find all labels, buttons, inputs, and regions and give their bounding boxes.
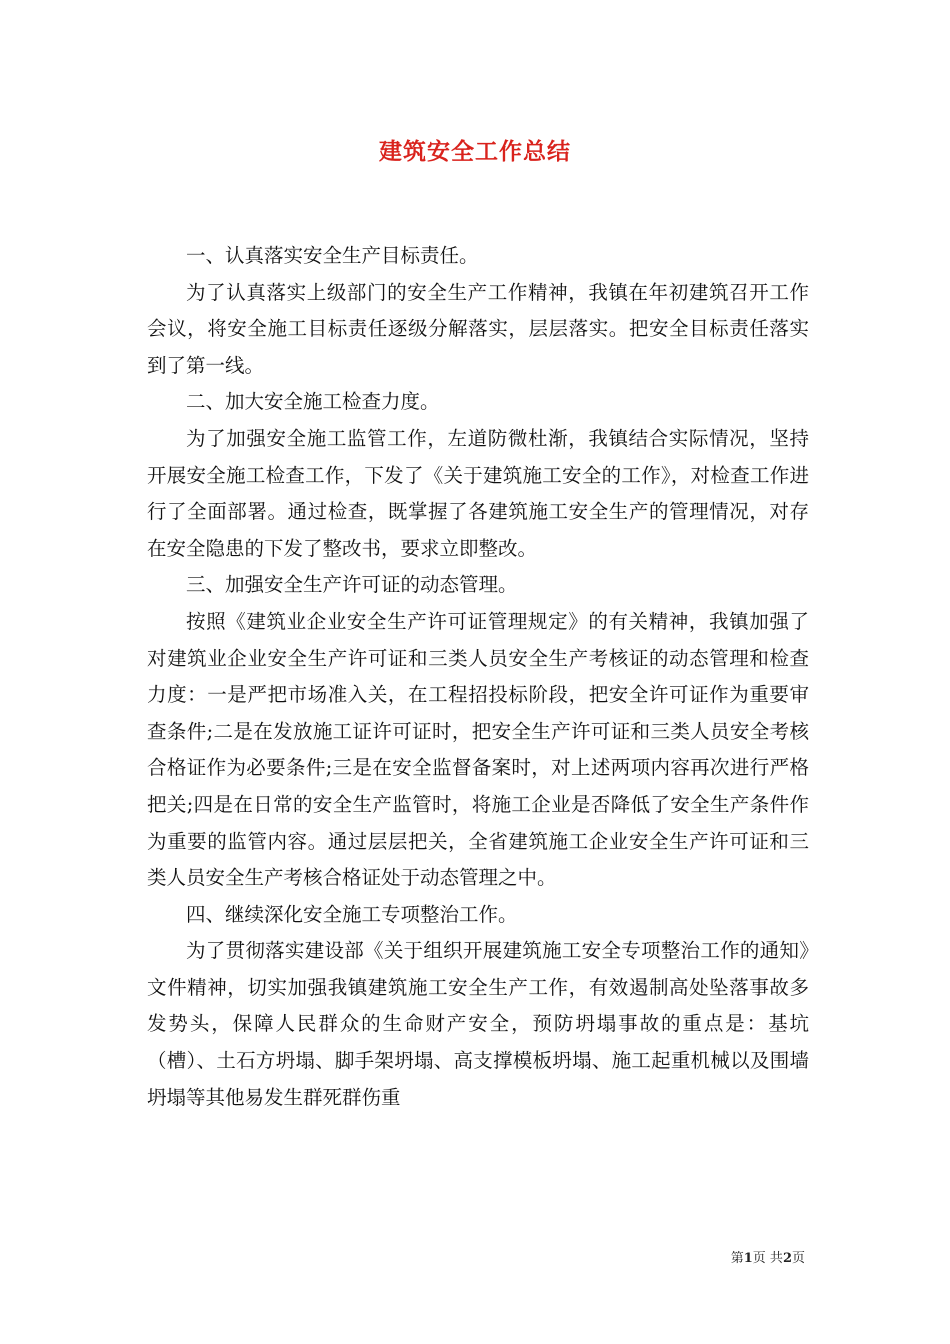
page-footer xyxy=(731,1247,805,1266)
section-heading-2: 二、加大安全施工检查力度。 xyxy=(186,390,440,414)
footer-suffix: 页 xyxy=(791,1251,805,1266)
section-paragraph-2: 为了加强安全施工监管工作，左道防微杜渐，我镇结合实际情况，坚持开展安全施工检查工作，下发了《关于建筑施工安全的工作》，对检查工作进行了全面部署。通过检查，既掌握了各建筑施工安全生产的管理情况，对存在安全隐患的下发了整改书，要求立即整改。 xyxy=(147,426,809,560)
section-paragraph-3: 按照《建筑业企业安全生产许可证管理规定》的有关精神，我镇加强了对建筑业企业安全生产许可证和三类人员安全生产考核证的动态管理和检查力度：一是严把市场准入关，在工程招投标阶段，把安全许可证作为重要审查条件;二是在发放施工证许可证时，把安全生产许可证和三类人员安全考核合格证作为必要条件;三是在安全监督备案时，对上述两项内容再次进行严格把关;四是在日常的安全生产监管时，将施工企业是否降低了安全生产条件作为重要的监管内容。通过层层把关，全省建筑施工企业安全生产许可证和三类人员安全生产考核合格证处于动态管理之中。 xyxy=(147,609,809,890)
page-title: 建筑安全工作总结 xyxy=(379,138,571,165)
section-heading-3: 三、加强安全生产许可证的动态管理。 xyxy=(186,573,518,597)
total-page-number: 2 xyxy=(782,1251,792,1266)
footer-prefix: 第 xyxy=(730,1251,744,1266)
current-page-number: 1 xyxy=(743,1251,753,1266)
document-body xyxy=(147,238,809,1116)
footer-middle: 页 共 xyxy=(752,1251,783,1266)
section-paragraph-4: 为了贯彻落实建设部《关于组织开展建筑施工安全专项整治工作的通知》文件精神，切实加强我镇建筑施工安全生产工作，有效遏制高处坠落事故多发势头，保障人民群众的生命财产安全，预防坍塌事故的重点是：基坑（槽）、土石方坍塌、脚手架坍塌、高支撑模板坍塌、施工起重机械以及围墙坍塌等其他易发生群死群伤重 xyxy=(147,939,809,1109)
section-paragraph-1: 为了认真落实上级部门的安全生产工作精神，我镇在年初建筑召开工作会议，将安全施工目标责任逐级分解落实，层层落实。把安全目标责任落实到了第一线。 xyxy=(147,280,809,377)
section-heading-1: 一、认真落实安全生产目标责任。 xyxy=(186,244,479,267)
section-heading-4: 四、继续深化安全施工专项整治工作。 xyxy=(186,902,518,926)
